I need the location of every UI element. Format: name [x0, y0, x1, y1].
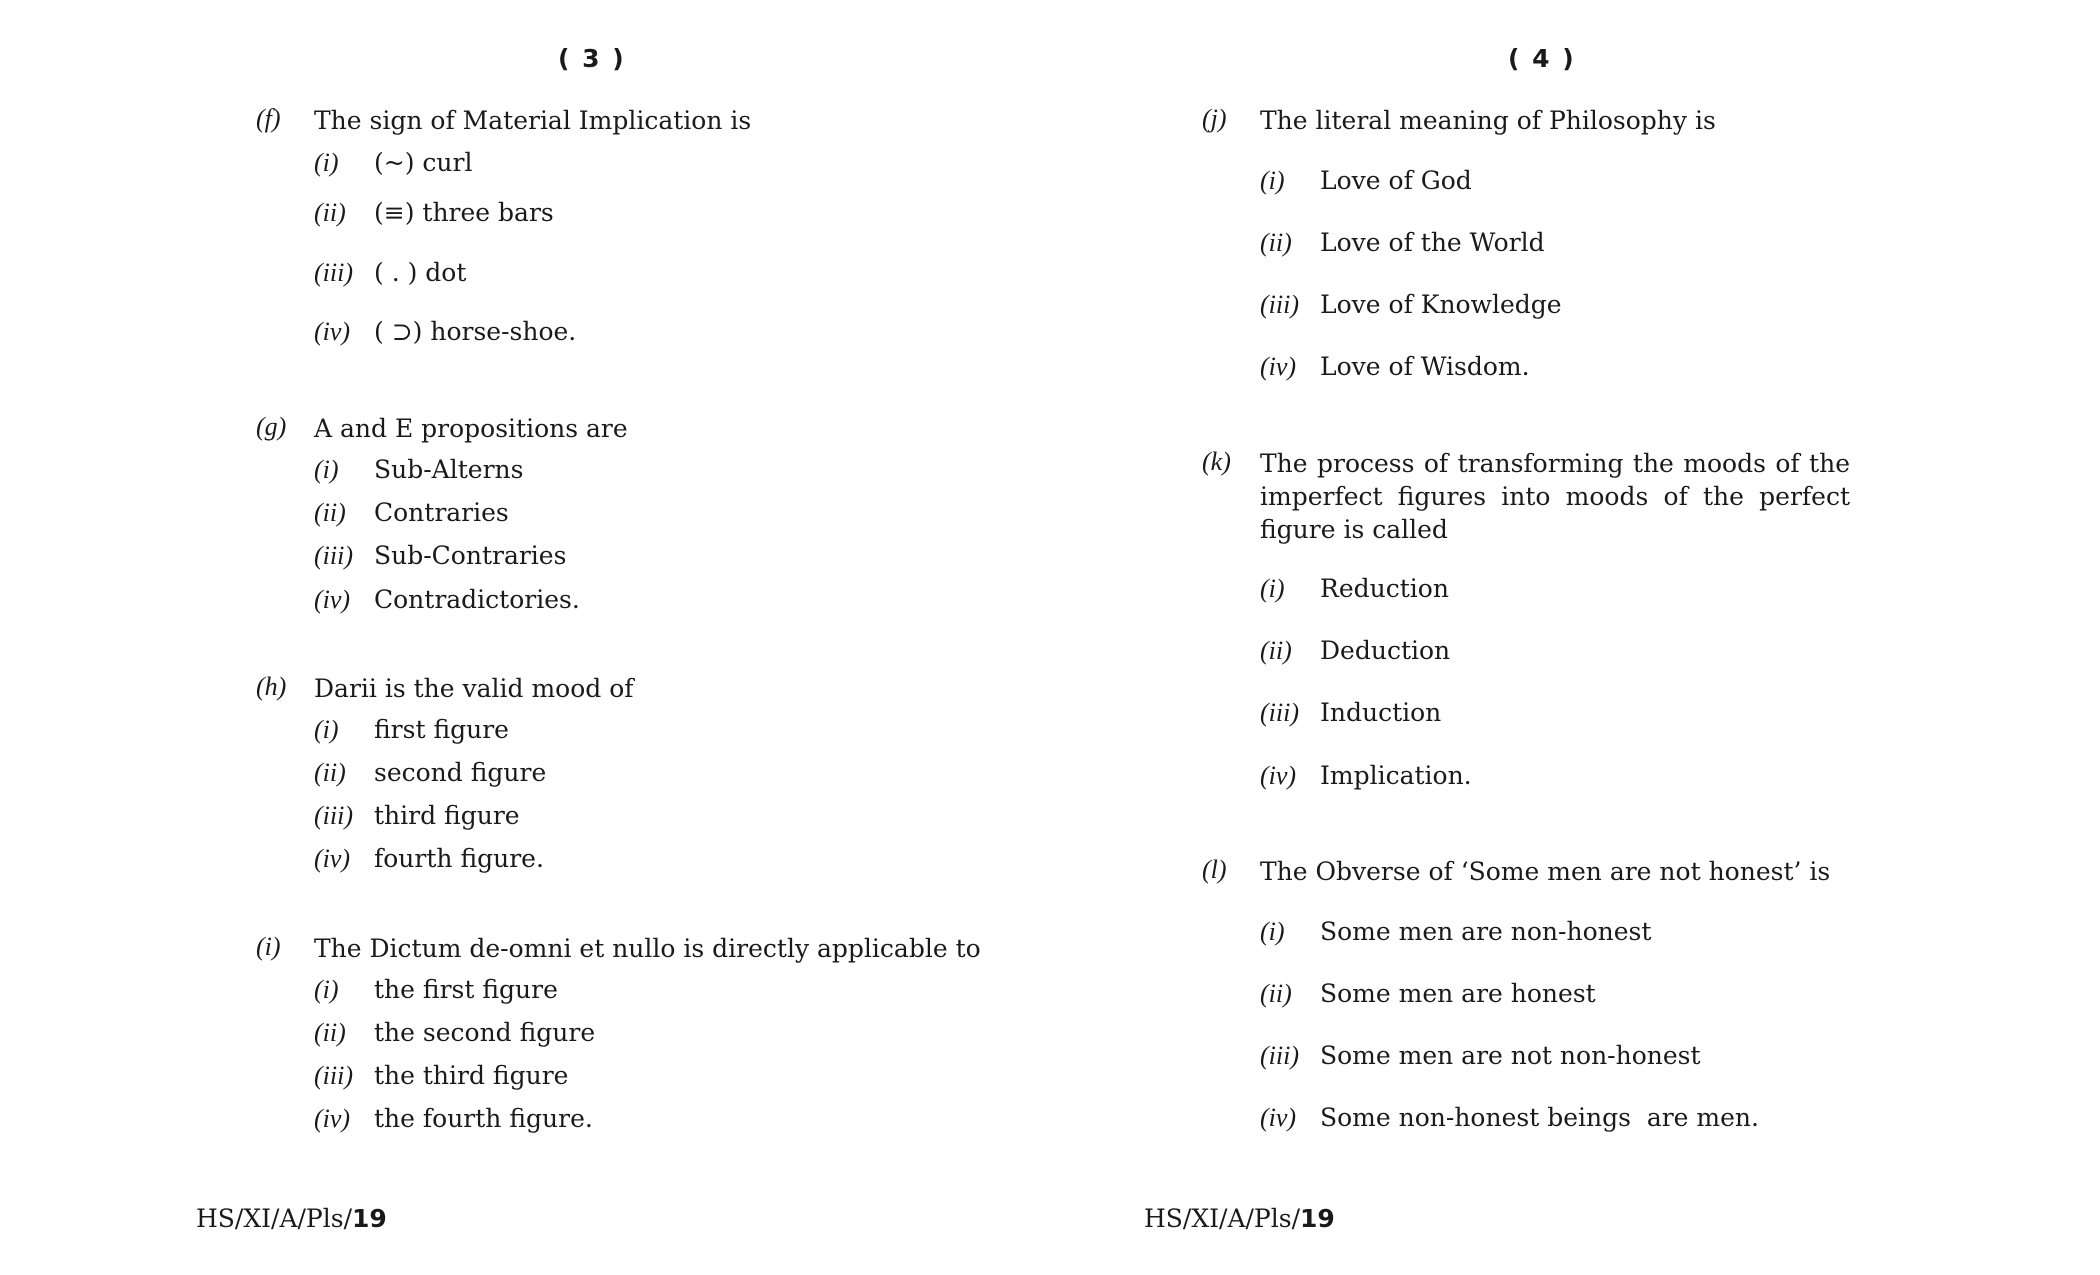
- footer-number: 19: [1300, 1204, 1335, 1233]
- option-text: Induction: [1320, 698, 1442, 727]
- option-label: (ii): [314, 498, 346, 527]
- option-text: Love of the World: [1320, 228, 1545, 257]
- option-label: (ii): [314, 1018, 346, 1047]
- option-label: (iii): [1260, 698, 1299, 727]
- option-label: (i): [314, 455, 339, 484]
- page-number: ( 4 ): [1508, 44, 1576, 73]
- option-label: (ii): [1260, 636, 1292, 665]
- option-text: Love of Knowledge: [1320, 290, 1562, 319]
- option-text: Contraries: [374, 498, 509, 527]
- question-label: (j): [1202, 104, 1227, 133]
- option-text: the first figure: [374, 975, 558, 1004]
- option-label: (i): [1260, 574, 1285, 603]
- option-text: Contradictories.: [374, 585, 580, 614]
- option-text: Sub-Contraries: [374, 541, 567, 570]
- option-text: Some men are non-honest: [1320, 917, 1652, 946]
- question-label: (l): [1202, 855, 1227, 884]
- option-text: the third figure: [374, 1061, 569, 1090]
- option-text: Deduction: [1320, 636, 1451, 665]
- option-label: (ii): [1260, 228, 1292, 257]
- footer-number: 19: [352, 1204, 387, 1233]
- option-text: Some men are honest: [1320, 979, 1596, 1008]
- option-label: (ii): [1260, 979, 1292, 1008]
- question-text: Darii is the valid mood of: [314, 674, 634, 703]
- footer-code: HS/XI/A/Pls/: [1144, 1204, 1300, 1233]
- option-text: the second figure: [374, 1018, 596, 1047]
- question-text: The Obverse of ‘Some men are not honest’ is: [1260, 857, 1831, 886]
- option-label: (i): [314, 148, 339, 177]
- question-label: (k): [1202, 447, 1231, 476]
- question-label: (f): [256, 104, 281, 133]
- option-text: ( ⊃) horse-shoe.: [374, 317, 577, 346]
- option-label: (i): [314, 975, 339, 1004]
- question-text: The process of transforming the moods of the imperfect figures into moods of the perfect figure is called: [1260, 449, 1850, 544]
- option-text: first figure: [374, 715, 509, 744]
- option-label: (iii): [1260, 290, 1299, 319]
- question-text: The Dictum de-omni et nullo is directly applicable to: [314, 934, 981, 963]
- option-label: (i): [1260, 917, 1285, 946]
- option-text: second figure: [374, 758, 547, 787]
- question-label: (i): [256, 932, 281, 961]
- option-text: Sub-Alterns: [374, 455, 524, 484]
- option-text: ( . ) dot: [374, 258, 467, 287]
- option-label: (i): [314, 715, 339, 744]
- option-label: (iii): [314, 801, 353, 830]
- question-label: (g): [256, 412, 287, 441]
- option-label: (ii): [314, 758, 346, 787]
- option-text: Reduction: [1320, 574, 1449, 603]
- option-label: (i): [1260, 166, 1285, 195]
- page-footer: [1144, 1204, 1335, 1233]
- question-text: The sign of Material Implication is: [314, 106, 752, 135]
- option-label: (iii): [1260, 1041, 1299, 1070]
- option-text: third figure: [374, 801, 520, 830]
- option-text: Love of God: [1320, 166, 1472, 195]
- option-label: (iv): [1260, 1103, 1297, 1132]
- footer-code: HS/XI/A/Pls/: [196, 1204, 352, 1233]
- option-label: (ii): [314, 198, 346, 227]
- option-label: (iv): [1260, 352, 1297, 381]
- option-label: (iv): [1260, 761, 1297, 790]
- option-label: (iv): [314, 317, 351, 346]
- option-text: Love of Wisdom.: [1320, 352, 1530, 381]
- option-text: fourth figure.: [374, 844, 544, 873]
- question-text: A and E propositions are: [314, 414, 628, 443]
- option-text: Implication.: [1320, 761, 1472, 790]
- option-label: (iv): [314, 844, 351, 873]
- option-text: the fourth figure.: [374, 1104, 593, 1133]
- option-text: Some men are not non-honest: [1320, 1041, 1701, 1070]
- page-number: ( 3 ): [558, 44, 626, 73]
- option-label: (iii): [314, 258, 353, 287]
- option-label: (iii): [314, 541, 353, 570]
- question-label: (h): [256, 672, 287, 701]
- page-footer: [196, 1204, 387, 1233]
- option-label: (iv): [314, 585, 351, 614]
- option-label: (iii): [314, 1061, 353, 1090]
- question-text: The literal meaning of Philosophy is: [1260, 106, 1716, 135]
- option-text: (~) curl: [374, 148, 473, 177]
- option-label: (iv): [314, 1104, 351, 1133]
- option-text: Some non-honest beings are men.: [1320, 1103, 1759, 1132]
- option-text: (≡) three bars: [374, 198, 554, 227]
